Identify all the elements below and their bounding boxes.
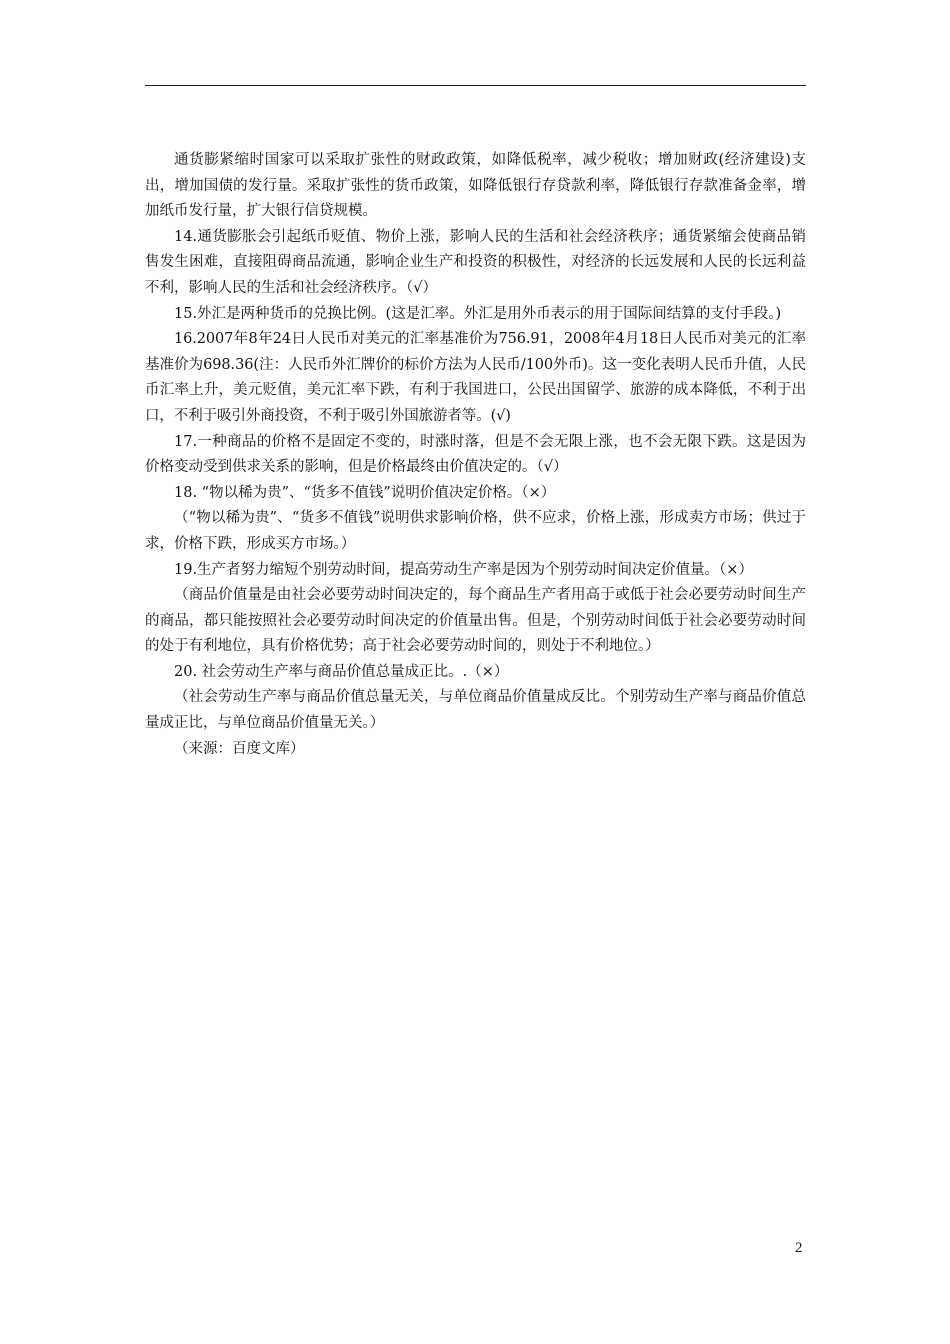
- source-note: （来源：百度文库）: [174, 740, 305, 757]
- paragraph-item-19-explanation: （商品价值量是由社会必要劳动时间决定的，每个商品生产者用高于或低于社会必要劳动时间生产的商品，都只能按照社会必要劳动时间决定的价值量出售。但是，个别劳动时间低于社会必要劳动时间的处于有利地位，具有价格优势；高于社会必要劳动时间的，则处于不利地位。）: [145, 587, 806, 655]
- paragraph-item-20-explanation: （社会劳动生产率与商品价值总量无关，与单位商品价值量成反比。个别劳动生产率与商品价值总量成正比，与单位商品价值量无关。）: [145, 689, 806, 732]
- paragraph-item-14: 14.通货膨胀会引起纸币贬值、物价上涨，影响人民的生活和社会经济秩序；通货紧缩会使商品销售发生困难，直接阻碍商品流通，影响企业生产和投资的积极性，对经济的长远发展和人民的长远利益不利，影响人民的生活和社会经济秩序。（√）: [145, 228, 806, 296]
- page-number: 2: [795, 1240, 803, 1256]
- header-rule: [145, 85, 806, 86]
- document-body: [145, 148, 806, 762]
- paragraph-item-18-explanation: （“物以稀为贵”、“货多不值钱”说明供求影响价格，供不应求，价格上涨，形成卖方市场；供过于求，价格下跌，形成买方市场。）: [145, 510, 806, 552]
- paragraph-item-16: 16.2007年8年24日人民币对美元的汇率基准价为756.91，2008年4月18日人民币对美元的汇率基准价为698.36(注：人民币外汇牌价的标价方法为人民币/100外币)。这一变化表明人民币升值，人民币汇率上升，美元贬值，美元汇率下跌，有利于我国进口，公民出国留学、旅游的成本降低，不利于出口，不利于吸引外商投资，不利于吸引外国旅游者等。(√): [145, 331, 806, 424]
- paragraph-deflation-policy: 通货膨紧缩时国家可以采取扩张性的财政政策，如降低税率，减少税收；增加财政(经济建设)支出，增加国债的发行量。采取扩张性的货币政策，如降低银行存贷款利率，降低银行存款准备金率，增加纸币发行量，扩大银行信贷规模。: [145, 152, 806, 220]
- paragraph-item-15: 15.外汇是两种货币的兑换比例。(这是汇率。外汇是用外币表示的用于国际间结算的支付手段。): [174, 305, 782, 322]
- paragraph-item-18: 18. “物以稀为贵”、“货多不值钱”说明价值决定价格。（×）: [174, 484, 556, 501]
- paragraph-item-20: 20. 社会劳动生产率与商品价值总量成正比。.（×）: [174, 663, 509, 680]
- paragraph-item-17: 17.一种商品的价格不是固定不变的，时涨时落，但是不会无限上涨，也不会无限下跌。这是因为价格变动受到供求关系的影响，但是价格最终由价值决定的。（√）: [145, 433, 806, 476]
- paragraph-item-19: 19.生产者努力缩短个别劳动时间，提高劳动生产率是因为个别劳动时间决定价值量。（×）: [174, 561, 753, 578]
